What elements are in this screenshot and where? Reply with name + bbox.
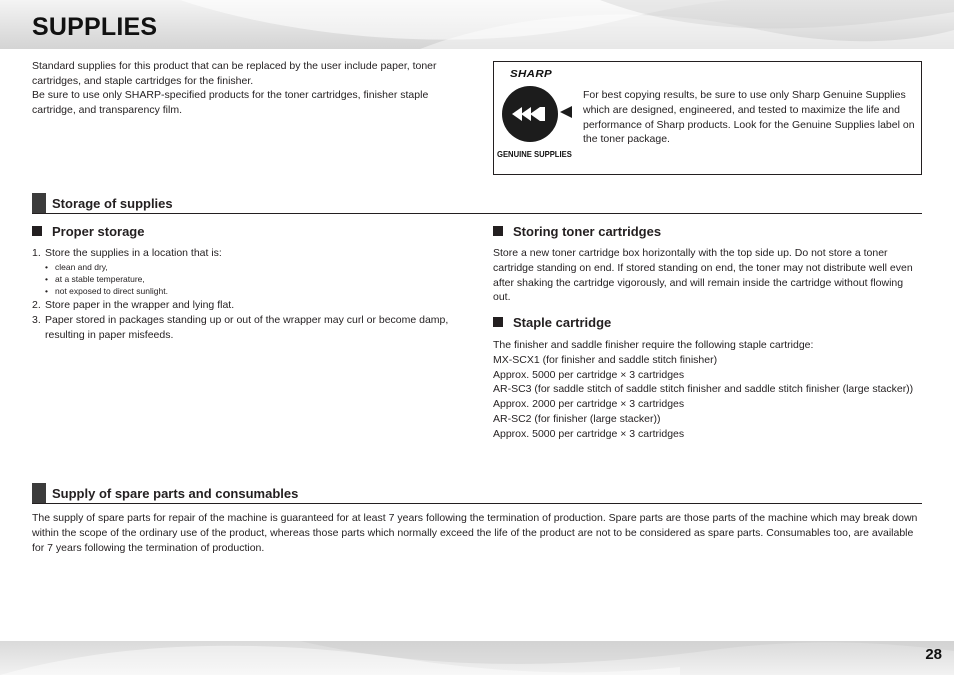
footer-swoosh-decoration [0, 641, 954, 675]
subheading-proper-storage [32, 224, 144, 239]
section-bar-marker [32, 193, 46, 213]
staple-line: AR-SC2 (for finisher (large stacker)) [493, 412, 661, 425]
page-number: 28 [925, 646, 942, 663]
subheading-proper-storage-label: Proper storage [52, 224, 145, 239]
list-item-text: Store the supplies in a location that is: [45, 247, 222, 259]
list-item [32, 246, 462, 261]
staple-line: MX-SCX1 (for finisher and saddle stitch finisher) [493, 353, 718, 366]
section-header-spare-parts [32, 483, 922, 504]
bullet-item: • at a stable temperature, [45, 273, 462, 285]
pointer-arrow-icon [560, 106, 572, 118]
subheading-storing-toner-label: Storing toner cartridges [513, 224, 662, 239]
staple-line: The finisher and saddle finisher require the following staple cartridge: [493, 339, 814, 351]
staple-line: Approx. 5000 per cartridge × 3 cartridges [493, 368, 685, 381]
subheading-staple-cartridge-label: Staple cartridge [513, 315, 612, 330]
staple-line: Approx. 2000 per cartridge × 3 cartridges [493, 398, 685, 411]
section-header-storage [32, 193, 922, 214]
list-item [32, 298, 462, 313]
genuine-supplies-text: For best copying results, be sure to use only Sharp Genuine Supplies which are designed, engineered, and tested to maximize the life and performance of Sharp products. Look for the Genuine Supplies label on the toner package. [583, 89, 915, 146]
sharp-logo: SHARP [510, 69, 552, 80]
subheading-storing-toner [493, 224, 661, 239]
square-bullet-icon [32, 226, 42, 236]
list-item-number: 1. [32, 247, 41, 259]
genuine-supplies-box [493, 61, 922, 175]
intro-text [32, 59, 472, 117]
staple-line: Approx. 5000 per cartridge × 3 cartridges [493, 427, 685, 440]
badge-caption: GENUINE SUPPLIES [497, 149, 572, 159]
footer-band [0, 641, 954, 675]
staple-cartridge-text [493, 338, 918, 442]
bullet-item: • not exposed to direct sunlight. [45, 285, 462, 297]
genuine-supplies-badge-icon [502, 86, 558, 142]
spare-parts-text: The supply of spare parts for repair of the machine is guaranteed for at least 7 years following the termination of production. Spare parts are those parts of the machine which may break down within the scope of the ordinary use of the product, whereas those parts which normally exceed the life of the product are not to be considered as spare parts. Consumables too, are available for 7 years following the termination of production. [32, 512, 918, 554]
section-bar-marker [32, 483, 46, 503]
toner-storage-text: Store a new toner cartridge box horizontally with the top side up. Do not store a toner cartridge standing on end. If stored standing on end, the toner may not distribute well even after shaking the cartridge vigorously, and will remain inside the cartridge without flowing out. [493, 247, 913, 304]
bullet-item: • clean and dry, [45, 261, 462, 273]
staple-line: AR-SC3 (for saddle stitch of saddle stitch finisher and saddle stitch finisher (large stacker)) [493, 383, 914, 396]
square-bullet-icon [493, 226, 503, 236]
proper-storage-list [32, 246, 462, 343]
header-band [0, 0, 954, 49]
intro-paragraph-2: Be sure to use only SHARP-specified products for the toner cartridges, finisher staple cartridge, and transparency film. [32, 89, 429, 116]
bullet-list [45, 261, 462, 298]
intro-paragraph-1: Standard supplies for this product that can be replaced by the user include paper, toner cartridges, and staple cartridges for the finisher. [32, 60, 437, 87]
list-item-number: 3. [32, 313, 41, 326]
list-item-text: Paper stored in packages standing up or out of the wrapper may curl or become damp, resulting in paper misfeeds. [45, 313, 449, 341]
subheading-staple-cartridge [493, 315, 611, 330]
square-bullet-icon [493, 317, 503, 327]
page-title: SUPPLIES [32, 13, 158, 41]
section-title-spare-parts: Supply of spare parts and consumables [52, 486, 299, 501]
section-title-storage: Storage of supplies [52, 196, 173, 211]
list-item-number: 2. [32, 298, 41, 311]
list-item-text: Store paper in the wrapper and lying flat. [45, 298, 235, 311]
list-item [32, 313, 462, 343]
